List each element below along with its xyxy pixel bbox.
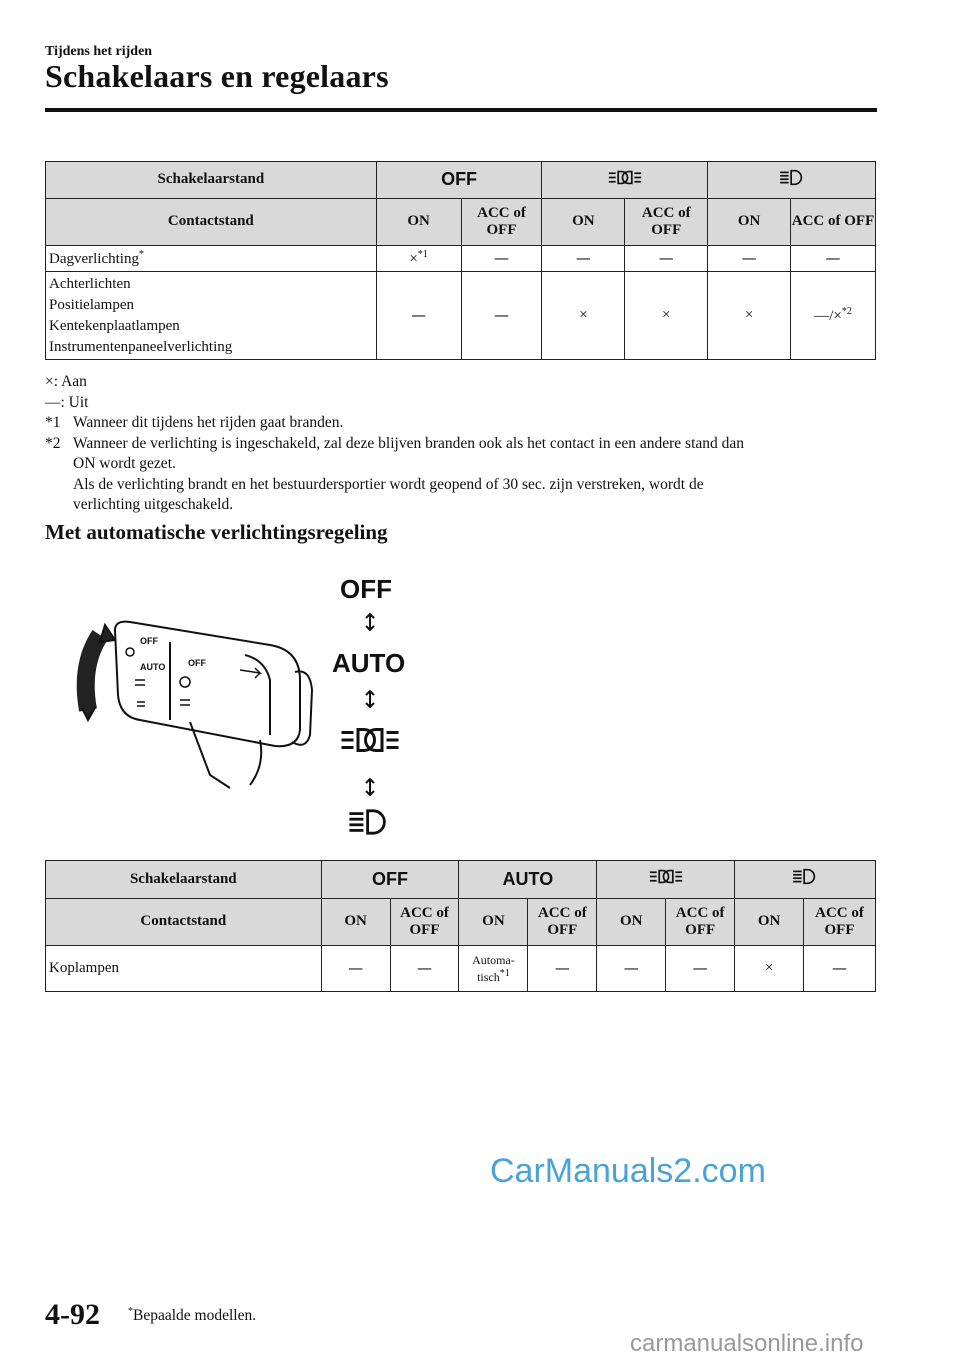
headlights-icon [779,169,805,186]
switch-position-header: Schakelaarstand [46,861,322,899]
footnote-2: *2 Wanneer de verlichting is ingeschakeld, zal deze blijven branden ook als het contact in een andere stand dan [45,434,745,452]
row-label-rear-lights: Achterlichten Positielampen Kentekenplaatlampen Instrumentenpaneelverlichting [46,272,377,360]
section-label: Tijdens het rijden [45,44,153,59]
table-cell: — [791,246,876,272]
switch-position-diagram [332,574,405,833]
parking-lights-icon [649,868,683,885]
headlights-icon [792,868,818,885]
watermark: carmanualsonline.info [630,1330,864,1357]
table-cell: ×$^{*1}$ [376,246,461,272]
note-on: ×: Aan [45,373,87,390]
table-cell: — [708,246,791,272]
ignition-cell: ACC of OFF [666,899,735,946]
lighting-table-2 [45,860,876,992]
ignition-cell: ON [459,899,528,946]
ignition-cell: ON [735,899,804,946]
position-off [376,162,542,199]
position-parking-lights [542,162,708,199]
footnote-1: *1 Wanneer dit tijdens het rijden gaat branden. [45,414,344,431]
svg-text:OFF: OFF [188,658,206,668]
position-headlights [735,861,876,899]
subheading: Met automatische verlichtingsregeling [45,520,388,544]
table-cell: × [542,272,625,360]
footer-note: *Bepaalde modellen. [128,1306,257,1325]
page-number: 4-92 [45,1298,100,1331]
table-cell: — [461,272,542,360]
lighting-table-1 [45,161,876,360]
table-cell: — [625,246,708,272]
footnote-2-cont: Als de verlichting brandt en het bestuurdersportier wordt geopend of 30 sec. zijn verstreken, wordt de [73,475,704,493]
ignition-cell: ACC of OFF [390,899,459,946]
table-cell: — [597,946,666,992]
parking-lights-icon [342,730,399,751]
ignition-cell: ON [321,899,390,946]
table-cell-automatic: Automa- tisch$^{*1}$ [459,946,528,992]
footnote-2-cont: verlichting uitgeschakeld. [73,496,234,513]
notes [45,372,875,516]
table-cell: — [390,946,459,992]
ignition-cell: ON [542,199,625,246]
ignition-cell: ON [708,199,791,246]
table-cell: — [461,246,542,272]
parking-lights-icon [608,169,642,186]
table-cell: —/×$^{*2}$ [791,272,876,360]
position-parking-lights [597,861,735,899]
watermark: CarManuals2.com [490,1152,766,1190]
ignition-cell: ACC of OFF [461,199,542,246]
off-position-label: OFF [340,574,392,604]
off-label: OFF [441,169,478,190]
page-title: Schakelaars en regelaars [45,58,389,94]
svg-text:OFF: OFF [140,636,158,646]
position-headlights [708,162,876,199]
ignition-cell: ACC of OFF [791,199,876,246]
ignition-cell: ACC of OFF [528,899,597,946]
position-auto [459,861,597,899]
ignition-header: Contactstand [46,199,377,246]
table-cell: — [376,272,461,360]
ignition-header: Contactstand [46,899,322,946]
headlights-icon [349,811,384,833]
footnote-2-cont: ON wordt gezet. [73,455,176,472]
table-cell: — [666,946,735,992]
table-cell: — [804,946,876,992]
off-label: OFF [372,868,409,889]
row-label-daytime: Dagverlichting* [46,246,377,272]
title-rule [45,108,877,112]
table-cell: × [735,946,804,992]
switch-position-header: Schakelaarstand [46,162,377,199]
auto-label: AUTO [502,868,554,889]
position-off [321,861,459,899]
ignition-cell: ACC of OFF [804,899,876,946]
ignition-cell: ON [376,199,461,246]
table-cell: × [708,272,791,360]
table-cell: — [528,946,597,992]
svg-text:AUTO: AUTO [140,662,166,672]
auto-position-label: AUTO [332,648,406,678]
table-cell: — [321,946,390,992]
ignition-cell: ACC of OFF [625,199,708,246]
ignition-cell: ON [597,899,666,946]
row-label-headlamps: Koplampen [46,946,322,992]
light-switch-illustration [60,570,420,840]
note-off: —: Uit [45,393,89,411]
table-cell: — [542,246,625,272]
table-cell: × [625,272,708,360]
